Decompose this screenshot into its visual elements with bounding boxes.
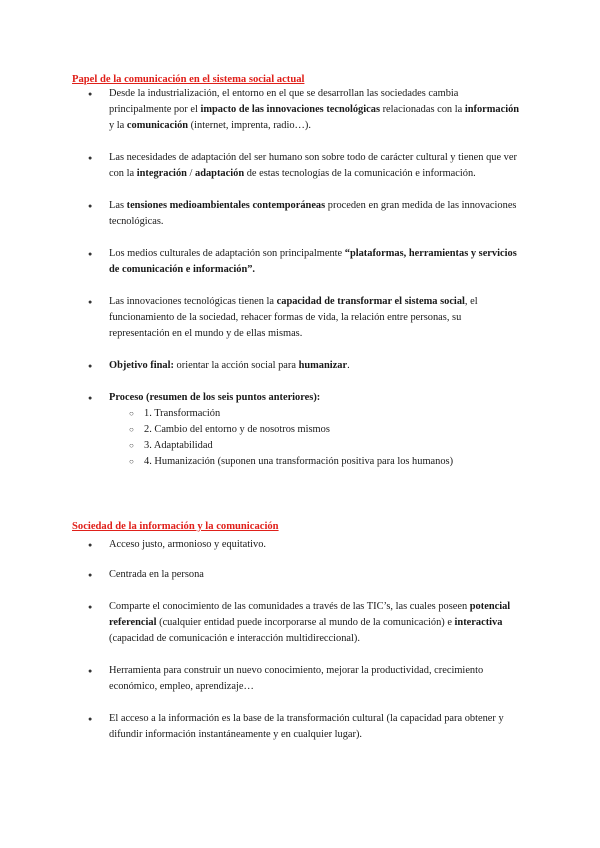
text: orientar la acción social para — [173, 360, 299, 371]
bold-text: tensiones medioambientales contemporáneas — [126, 200, 326, 211]
list-item — [72, 663, 522, 695]
text: (capacidad de comunicación e interacción multidireccional). — [109, 633, 360, 644]
text: Centrada en la persona — [109, 569, 204, 580]
list-item — [72, 711, 522, 743]
list-item — [72, 86, 522, 134]
list-item — [72, 567, 522, 583]
text: / — [186, 168, 196, 179]
text: Las — [109, 200, 127, 211]
bold-text: interactiva — [454, 617, 503, 628]
text: relacionadas con la — [380, 104, 465, 115]
bold-text: integración — [136, 168, 187, 179]
text: (internet, imprenta, radio…). — [188, 120, 311, 131]
text: . — [347, 360, 350, 371]
bold-text: capacidad de transformar el sistema social — [276, 296, 465, 307]
list-item — [72, 198, 522, 230]
text: Desde la industrialización, el entorno en el que se desarrollan las sociedades cambia principalmente por el — [109, 88, 459, 115]
section-list-comunicacion — [72, 86, 522, 486]
list-item — [72, 599, 522, 647]
sub-list-item: ○ 4. Humanización (suponen una transformación positiva para los humanos) — [109, 454, 522, 470]
text: y la — [109, 120, 127, 131]
list-item — [72, 537, 522, 553]
bold-text: potencial referencial — [109, 601, 511, 628]
bold-text: información — [464, 104, 520, 115]
text: Los medios culturales de adaptación son principalmente — [109, 248, 345, 259]
text: Comparte el conocimiento de las comunidades a través de las TIC’s, las cuales poseen — [109, 601, 470, 612]
list-item — [72, 358, 522, 374]
sub-list-item: ○ 2. Cambio del entorno y de nosotros mismos — [109, 422, 522, 438]
sub-list-proceso — [109, 406, 522, 470]
section-heading-comunicacion: Papel de la comunicación en el sistema social actual — [72, 74, 305, 85]
text: Las innovaciones tecnológicas tienen la — [109, 296, 277, 307]
bold-text: impacto de las innovaciones tecnológicas — [200, 104, 380, 115]
section-list-sociedad — [72, 537, 522, 759]
sub-list-item: ○ 3. Adaptabilidad — [109, 438, 522, 454]
sub-list-item: ○ 1. Transformación — [109, 406, 522, 422]
bold-text: humanizar — [298, 360, 348, 371]
bold-text: “plataformas, herramientas y servicios de comunicación e información”. — [109, 248, 517, 275]
section-heading-sociedad: Sociedad de la información y la comunicación — [72, 521, 279, 532]
text: , el funcionamiento de la sociedad, rehacer formas de vida, la relación entre personas, su representación en el mundo y de ellas mismas. — [109, 296, 478, 339]
text: (cualquier entidad puede incorporarse al mundo de la comunicación) e — [156, 617, 455, 628]
text: El acceso a la información es la base de la transformación cultural (la capacidad para obtener y difundir información instantáneamente y en cualquier lugar). — [109, 713, 504, 740]
text: Las necesidades de adaptación del ser humano son sobre todo de carácter cultural y tienen que ver con la — [109, 152, 517, 179]
list-item — [72, 150, 522, 182]
list-item — [72, 390, 522, 470]
bold-text: Objetivo final: — [109, 360, 174, 371]
bold-text: adaptación — [195, 168, 245, 179]
text: Acceso justo, armonioso y equitativo. — [109, 539, 266, 550]
bold-text: comunicación — [126, 120, 189, 131]
list-item — [72, 246, 522, 278]
list-item — [72, 294, 522, 342]
text: de estas tecnologías de la comunicación e información. — [244, 168, 476, 179]
bold-text: Proceso (resumen de los seis puntos anteriores): — [109, 392, 321, 403]
text: Herramienta para construir un nuevo conocimiento, mejorar la productividad, crecimiento económico, empleo, aprendizaje… — [109, 665, 484, 692]
text: proceden en gran medida de las innovaciones tecnológicas. — [109, 200, 517, 227]
